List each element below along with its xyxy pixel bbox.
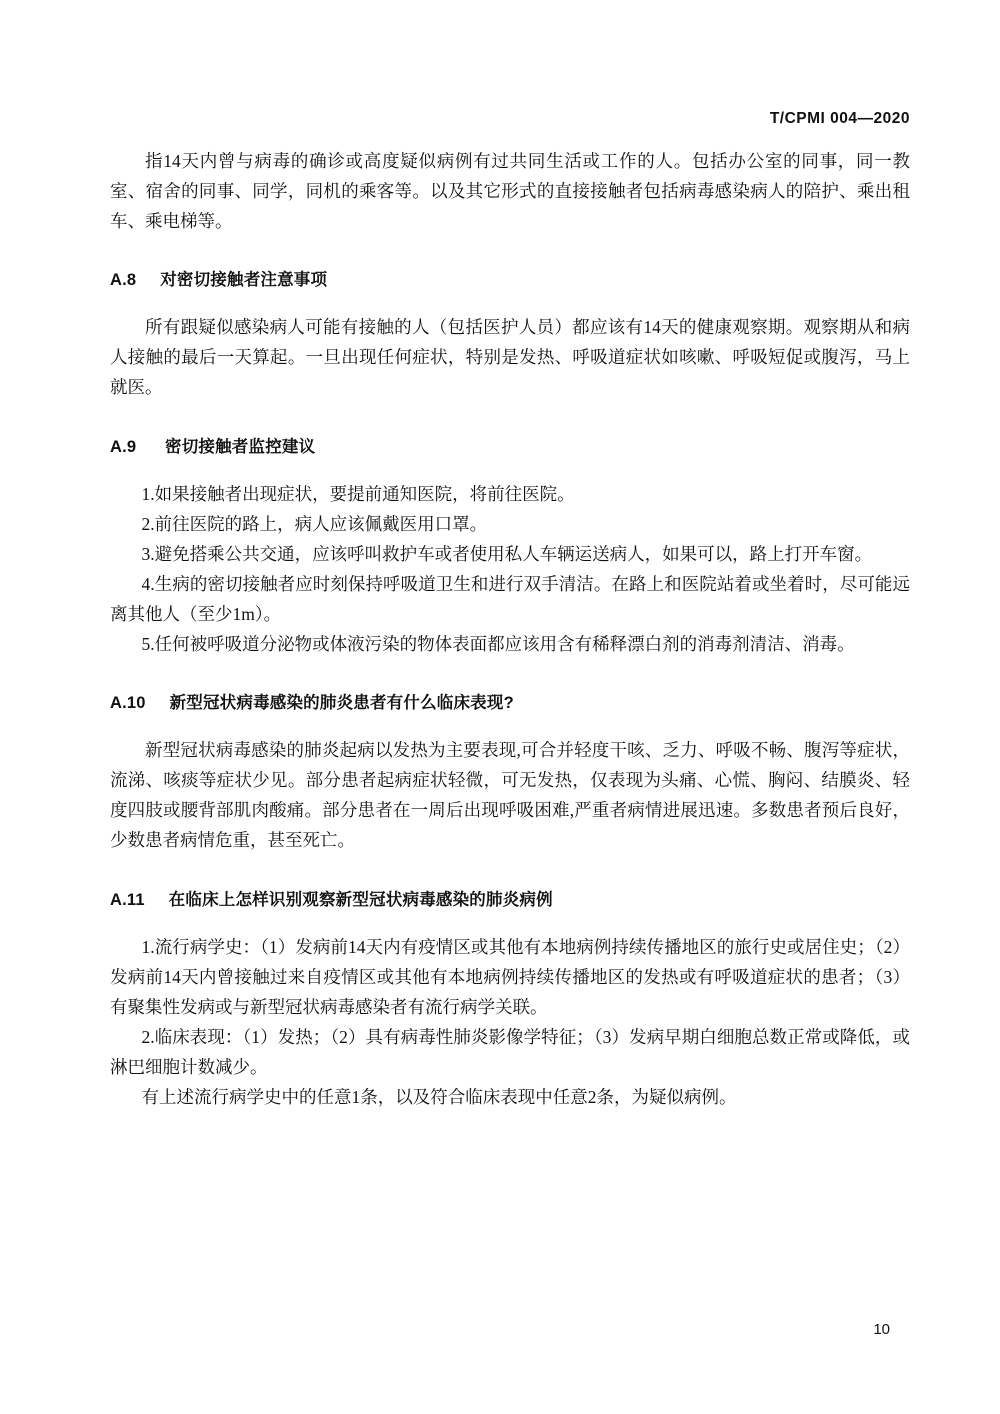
list-item: 4.生病的密切接触者应时刻保持呼吸道卫生和进行双手清洁。在路上和医院站着或坐着时，尽可能远离其他人（至少1m）。 <box>110 573 910 624</box>
section-body-a10 <box>110 735 910 855</box>
section-body-a11 <box>110 932 910 1113</box>
section-heading-a11 <box>110 886 910 910</box>
section-number-a11: A.11 <box>110 890 145 909</box>
section-number-a9: A.9 <box>110 437 137 456</box>
section-heading-a8 <box>110 266 910 290</box>
list-item: 5.任何被呼吸道分泌物或体液污染的物体表面都应该用含有稀释漂白剂的消毒剂清洁、消毒。 <box>141 634 855 655</box>
section-title-a10: 新型冠状病毒感染的肺炎患者有什么临床表现? <box>169 694 514 713</box>
list-item: 1.流行病学史：（1）发病前14天内有疫情区或其他有本地病例持续传播地区的旅行史或居住史；（2）发病前14天内曾接触过来自疫情区或其他有本地病例持续传播地区的发热或有呼吸道症状的患者；（3）有聚集性发病或与新型冠状病毒感染者有流行病学关联。 <box>110 936 910 1017</box>
section-heading-a9 <box>110 433 910 457</box>
section-heading-a10 <box>110 689 910 713</box>
section-body-a8 <box>110 312 910 402</box>
intro-paragraph: 指14天内曾与病毒的确诊或高度疑似病例有过共同生活或工作的人。包括办公室的同事，同一教室、宿舍的同事、同学，同机的乘客等。以及其它形式的直接接触者包括病毒感染病人的陪护、乘出租车、乘电梯等。 <box>110 151 910 232</box>
page-number: 10 <box>873 1321 890 1338</box>
paragraph: 新型冠状病毒感染的肺炎起病以发热为主要表现,可合并轻度干咳、乏力、呼吸不畅、腹泻等症状，流涕、咳痰等症状少见。部分患者起病症状轻微，可无发热，仅表现为头痛、心慌、胸闷、结膜炎、轻度四肢或腰背部肌肉酸痛。部分患者在一周后出现呼吸困难,严重者病情进展迅速。多数患者预后良好，少数患者病情危重，甚至死亡。 <box>110 740 910 851</box>
list-item: 1.如果接触者出现症状，要提前通知医院，将前往医院。 <box>141 483 575 504</box>
document-header-code: T/CPMI 004—2020 <box>769 110 910 127</box>
section-body-a9 <box>110 479 910 660</box>
list-item: 2.临床表现：（1）发热；（2）具有病毒性肺炎影像学特征；（3）发病早期白细胞总数正常或降低，或淋巴细胞计数减少。 <box>110 1026 910 1077</box>
page-content <box>110 110 910 1116</box>
section-number-a10: A.10 <box>110 694 146 713</box>
section-number-a8: A.8 <box>110 271 137 290</box>
section-title-a9: 密切接触者监控建议 <box>165 437 316 456</box>
closing-paragraph: 有上述流行病学史中的任意1条，以及符合临床表现中任意2条，为疑似病例。 <box>141 1086 737 1107</box>
section-title-a11: 在临床上怎样识别观察新型冠状病毒感染的肺炎病例 <box>168 890 553 909</box>
paragraph: 所有跟疑似感染病人可能有接触的人（包括医护人员）都应该有14天的健康观察期。观察期从和病人接触的最后一天算起。一旦出现任何症状，特别是发热、呼吸道症状如咳嗽、呼吸短促或腹泻，马上就医。 <box>110 317 910 398</box>
section-title-a8: 对密切接触者注意事项 <box>160 271 328 290</box>
intro-block <box>110 146 910 236</box>
list-item: 3.避免搭乘公共交通，应该呼叫救护车或者使用私人车辆运送病人，如果可以，路上打开车窗。 <box>141 543 873 564</box>
list-item: 2.前往医院的路上，病人应该佩戴医用口罩。 <box>141 513 488 534</box>
